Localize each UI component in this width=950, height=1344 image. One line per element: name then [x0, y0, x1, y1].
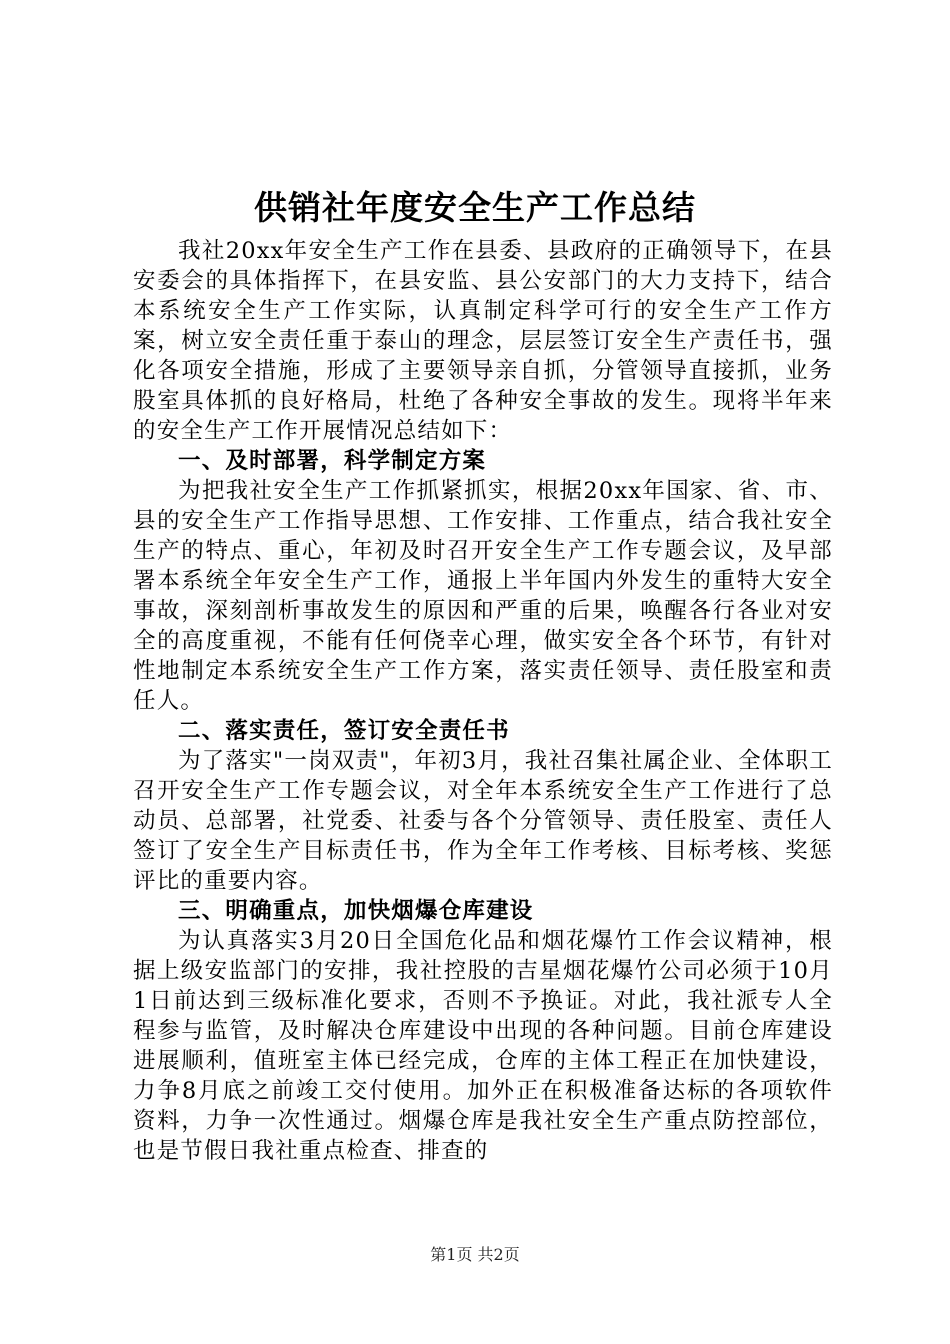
section-heading-3: 三、明确重点，加快烟爆仓库建设 [178, 898, 534, 924]
page-number-footer: 第1页 共2页 [430, 1245, 520, 1264]
section-heading-2: 二、落实责任，签订安全责任书 [178, 718, 510, 744]
document-title: 供销社年度安全生产工作总结 [254, 188, 696, 227]
section-paragraph-3: 为认真落实3月20日全国危化品和烟花爆竹工作会议精神，根据上级安监部门的安排，我社控股的吉星烟花爆竹公司必须于10月1日前达到三级标准化要求，否则不予换证。对此，我社派专人全程参与监管，及时解决仓库建设中出现的各种问题。目前仓库建设进展顺利，值班室主体已经完成，仓库的主体工程正在加快建设，力争8月底之前竣工交付使用。加外正在积极准备达标的各项软件资料，力争一次性通过。烟爆仓库是我社安全生产重点防控部位，也是节假日我社重点检查、排查的 [133, 928, 833, 1164]
document-body [133, 236, 833, 1166]
intro-paragraph: 我社20xx年安全生产工作在县委、县政府的正确领导下，在县安委会的具体指挥下，在县安监、县公安部门的大力支持下，结合本系统安全生产工作实际，认真制定科学可行的安全生产工作方案，树立安全责任重于泰山的理念，层层签订安全生产责任书，强化各项安全措施，形成了主要领导亲自抓，分管领导直接抓，业务股室具体抓的良好格局，杜绝了各种安全事故的发生。现将半年来的安全生产工作开展情况总结如下： [133, 238, 833, 444]
section-paragraph-1: 为把我社安全生产工作抓紧抓实，根据20xx年国家、省、市、县的安全生产工作指导思想、工作安排、工作重点，结合我社安全生产的特点、重心，年初及时召开安全生产工作专题会议，及早部署本系统全年安全生产工作，通报上半年国内外发生的重特大安全事故，深刻剖析事故发生的原因和严重的后果，唤醒各行各业对安全的高度重视，不能有任何侥幸心理，做实安全各个环节，有针对性地制定本系统安全生产工作方案，落实责任领导、责任股室和责任人。 [133, 478, 833, 714]
section-paragraph-2: 为了落实"一岗双责"，年初3月，我社召集社属企业、全体职工召开安全生产工作专题会议，对全年本系统安全生产工作进行了总动员、总部署，社党委、社委与各个分管领导、责任股室、责任人签订了安全生产目标责任书，作为全年工作考核、目标考核、奖惩评比的重要内容。 [133, 748, 833, 894]
section-heading-1: 一、及时部署，科学制定方案 [178, 448, 487, 474]
